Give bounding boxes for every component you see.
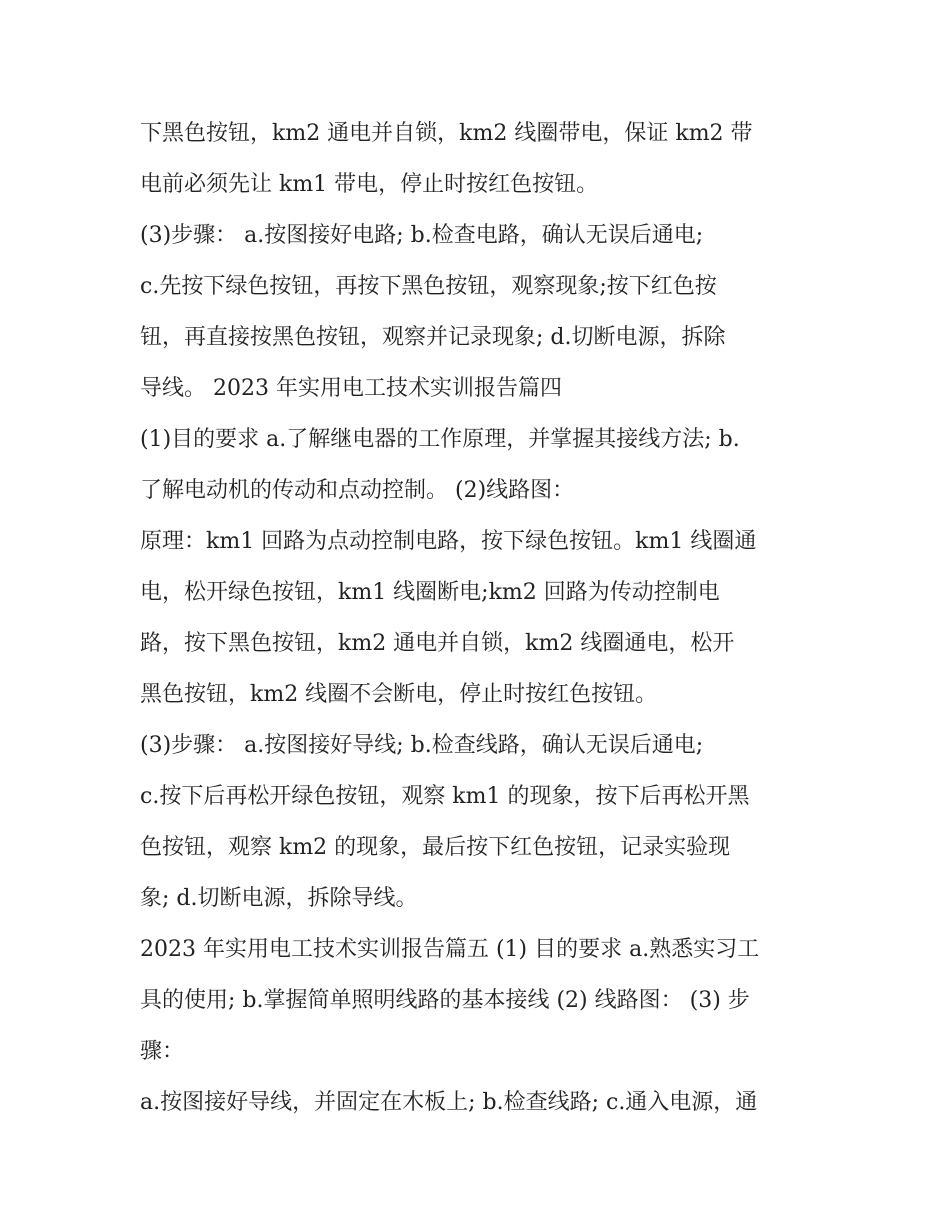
- text-line: 了解电动机的传动和点动控制。 (2)线路图：: [140, 478, 575, 503]
- text-line: 骤：: [140, 1039, 185, 1064]
- text-line: (1)目的要求 a.了解继电器的工作原理，并掌握其接线方法; b.: [140, 427, 740, 452]
- text-line: (3)步骤： a.按图接好导线; b.检查线路，确认无误后通电;: [140, 733, 704, 758]
- text-line: 电，松开绿色按钮，km1 线圈断电;km2 回路为传动控制电: [140, 580, 720, 605]
- text-line: 原理：km1 回路为点动控制电路，按下绿色按钮。km1 线圈通: [140, 529, 757, 554]
- text-line: 黑色按钮，km2 线圈不会断电，停止时按红色按钮。: [140, 682, 658, 707]
- text-line: a.按图接好导线，并固定在木板上; b.检查线路; c.通入电源，通: [140, 1090, 758, 1115]
- text-line: c.先按下绿色按钮，再按下黑色按钮，观察现象;按下红色按: [140, 274, 717, 299]
- text-line: 下黑色按钮，km2 通电并自锁，km2 线圈带电，保证 km2 带: [140, 121, 753, 146]
- text-line: 电前必须先让 km1 带电，停止时按红色按钮。: [140, 172, 599, 197]
- text-line: 具的使用; b.掌握简单照明线路的基本接线 (2) 线路图： (3) 步: [140, 988, 750, 1013]
- text-line: 路，按下黑色按钮，km2 通电并自锁，km2 线圈通电，松开: [140, 631, 735, 656]
- text-line: 色按钮，观察 km2 的现象，最后按下红色按钮，记录实验现: [140, 835, 731, 860]
- text-line: (3)步骤： a.按图接好电路; b.检查电路，确认无误后通电;: [140, 223, 704, 248]
- text-line: 2023 年实用电工技术实训报告篇五 (1) 目的要求 a.熟悉实习工: [140, 937, 760, 962]
- text-line: 钮，再直接按黑色按钮，观察并记录现象; d.切断电源，拆除: [140, 325, 726, 350]
- text-line: 象; d.切断电源，拆除导线。: [140, 886, 418, 911]
- text-line: c.按下后再松开绿色按钮，观察 km1 的现象，按下后再松开黑: [140, 784, 750, 809]
- text-line: 导线。 2023 年实用电工技术实训报告篇四: [140, 376, 562, 401]
- body-text: [140, 108, 820, 1128]
